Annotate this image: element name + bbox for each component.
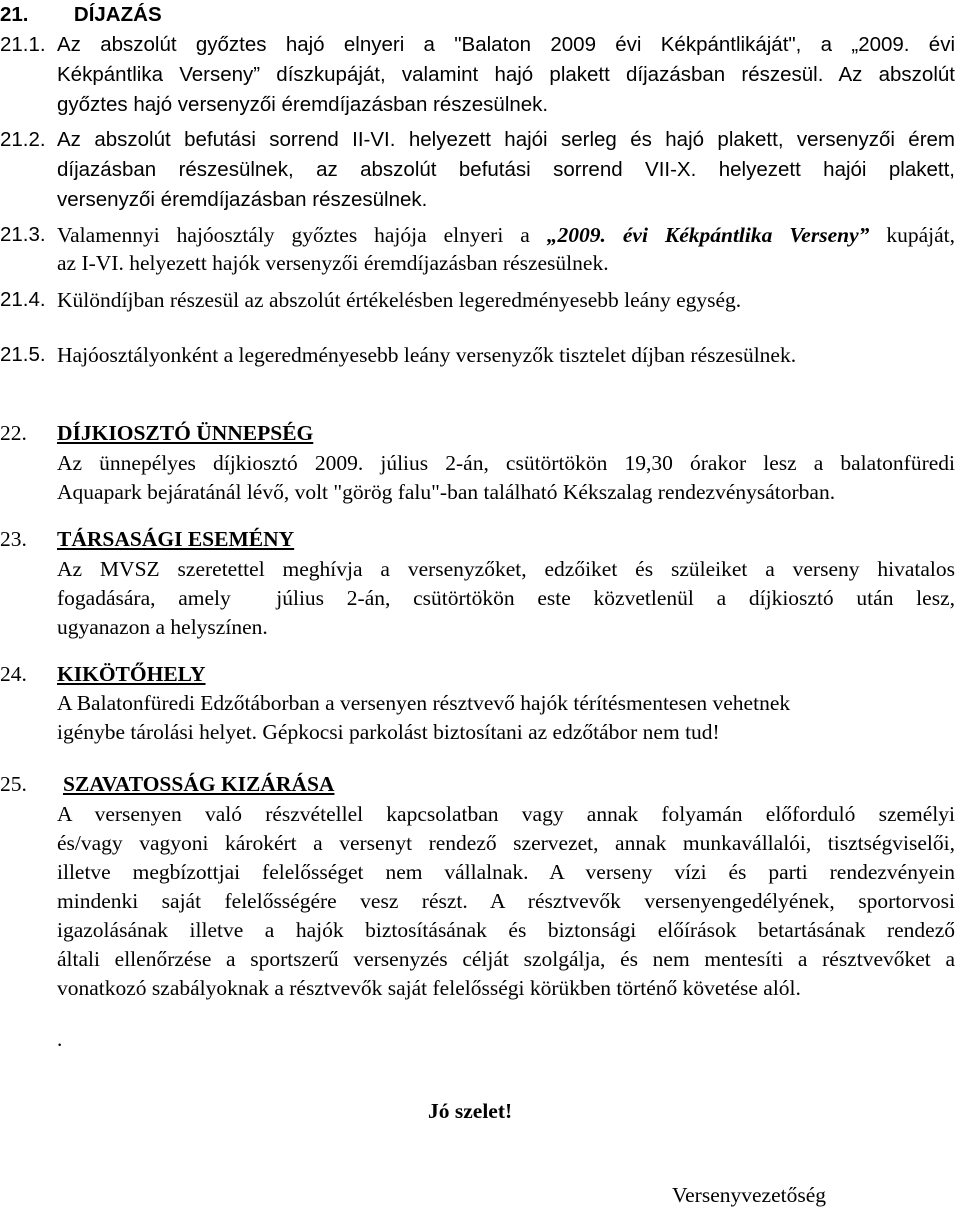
clause-21-5-number: 21.5. xyxy=(0,343,46,366)
section-25-title: SZAVATOSSÁG KIZÁRÁSA xyxy=(63,772,335,796)
section-22-title: DÍJKIOSZTÓ ÜNNEPSÉG xyxy=(57,421,314,445)
section-title: DÍJAZÁS xyxy=(73,3,162,26)
section-25-line-4: mindenki saját felelősségére vesz részt. A résztvevők versenyengedélyének, sportorvosi xyxy=(57,889,955,913)
section-21-heading xyxy=(0,0,162,30)
clause-21-4-number: 21.4. xyxy=(0,288,46,311)
clause-21-3-text-a: Valamennyi hajóosztály győztes hajója elnyeri a xyxy=(57,223,547,247)
section-22-line-1: Az ünnepélyes díjkiosztó 2009. július 2-án, csütörtökön 19,30 órakor lesz a balatonfüredi xyxy=(57,451,955,475)
section-24-title: KIKÖTŐHELY xyxy=(57,662,206,686)
section-25-line-3: illetve megbízottjai felelősséget nem vállalnak. A verseny vízi és parti rendezvényein xyxy=(57,860,955,884)
clause-21-1-line-3: győztes hajó versenyzői éremdíjazásban részesülnek. xyxy=(57,93,549,116)
clause-21-3-number: 21.3. xyxy=(0,223,46,246)
stray-dot: . xyxy=(57,1027,63,1051)
section-25-number: 25. xyxy=(0,772,27,796)
section-23-line-3: ugyanazon a helyszínen. xyxy=(57,615,268,639)
closing-greeting: Jó szelet! xyxy=(428,1099,513,1123)
signature: Versenyvezetőség xyxy=(672,1183,827,1207)
clause-21-2-line-1: Az abszolút befutási sorrend II-VI. helyezett hajói serleg és hajó plakett, versenyzői érem xyxy=(57,128,955,151)
section-22-line-2: Aquapark bejáratánál lévő, volt "görög falu"-ban található Kékszalag rendezvénysátorban. xyxy=(57,480,836,504)
cup-name: „2009. évi Kékpántlika Verseny” xyxy=(546,223,870,247)
section-22-number: 22. xyxy=(0,421,27,445)
section-23-line-2: fogadására, amely július 2-án, csütörtökön este közvetlenül a díjkiosztó után lesz, xyxy=(57,586,955,610)
clause-21-5-text: Hajóosztályonként a legeredményesebb leány versenyzők tisztelet díjban részesülnek. xyxy=(57,343,797,367)
section-25-line-1: A versenyen való részvétellel kapcsolatban vagy annak folyamán előforduló személyi xyxy=(57,802,955,826)
clause-21-1-line-2: Kékpántlika Verseny” díszkupáját, valamint hajó plakett díjazásban részesül. Az abszolút xyxy=(57,63,955,86)
section-24-line-2: igénybe tárolási helyet. Gépkocsi parkolást biztosítani az edzőtábor nem tud! xyxy=(57,720,720,744)
section-25-line-7: vonatkozó szabályoknak a résztvevők saját felelősségi körükben történő követése alól. xyxy=(57,976,801,1000)
section-24-number: 24. xyxy=(0,662,27,686)
section-25-line-6: általi ellenőrzése a sportszerű versenyzés célját szolgálja, és nem mentesíti a résztvevőket a xyxy=(57,947,955,971)
section-24-line-1: A Balatonfüredi Edzőtáborban a versenyen résztvevő hajók térítésmentesen vehetnek xyxy=(57,691,791,715)
clause-21-3-text-c: kupáját, xyxy=(869,223,955,247)
clause-21-3-line-2: az I-VI. helyezett hajók versenyzői éremdíjazásban részesülnek. xyxy=(57,251,609,275)
clause-21-1-line-1: Az abszolút győztes hajó elnyeri a "Balaton 2009 évi Kékpántlikáját", a „2009. évi xyxy=(57,33,955,56)
clause-21-4-text: Különdíjban részesül az abszolút értékelésben legeredményesebb leány egység. xyxy=(57,288,742,312)
clause-21-2-line-3: versenyzői éremdíjazásban részesülnek. xyxy=(57,188,428,211)
section-23-line-1: Az MVSZ szeretettel meghívja a versenyzőket, edzőiket és szüleiket a verseny hivatalos xyxy=(57,557,955,581)
clause-21-2-number: 21.2. xyxy=(0,128,46,151)
clause-21-2-line-2: díjazásban részesülnek, az abszolút befutási sorrend VII-X. helyezett hajói plakett, xyxy=(57,158,955,181)
section-25-line-2: és/vagy vagyoni károkért a versenyt rendező szervezet, annak munkavállalói, tisztségviselői, xyxy=(57,831,955,855)
section-23-number: 23. xyxy=(0,527,27,551)
section-23-title: TÁRSASÁGI ESEMÉNY xyxy=(57,527,295,551)
clause-21-3-line-1 xyxy=(57,220,955,250)
section-number: 21. xyxy=(0,3,29,26)
clause-21-1-number: 21.1. xyxy=(0,33,46,56)
section-25-line-5: igazolásának illetve a hajók biztosításának és biztonsági előírások betartásának rendező xyxy=(57,918,955,942)
